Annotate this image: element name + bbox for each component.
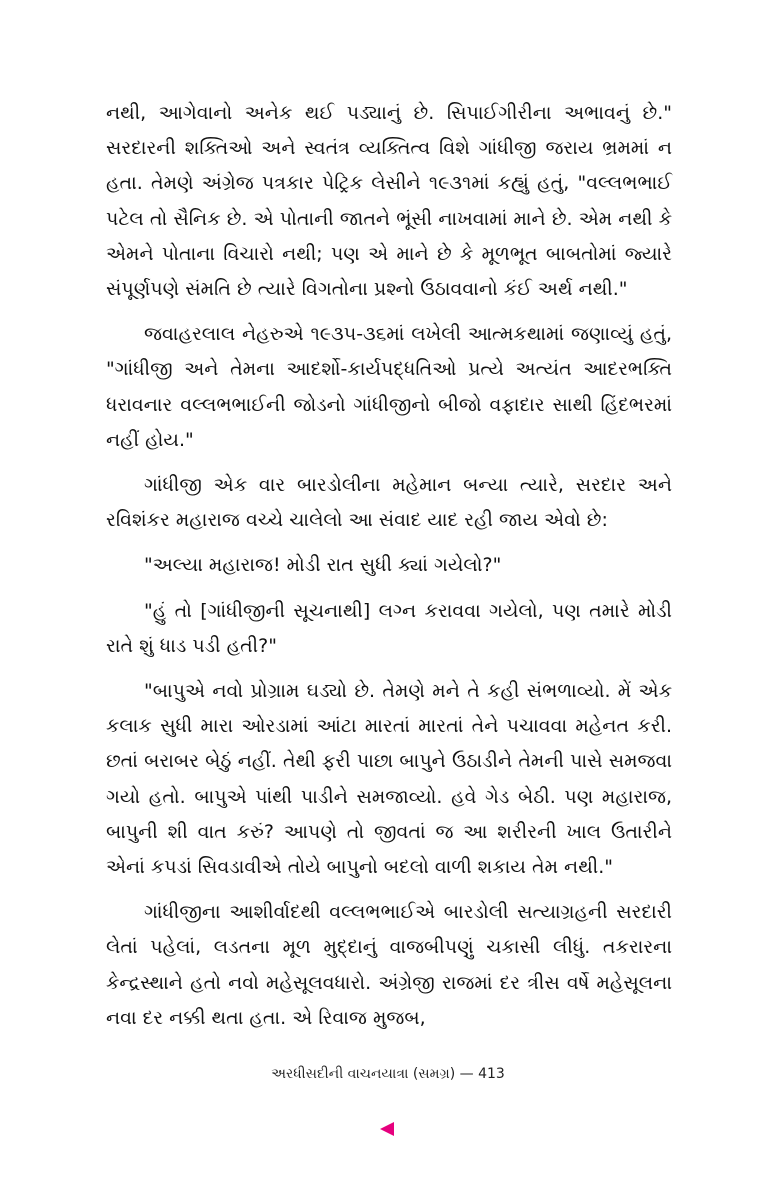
triangle-left-icon[interactable] xyxy=(380,1122,394,1136)
paragraph-4: "અલ્યા મહારાજ! મોડી રાત સુધી ક્યાં ગયેલો?" xyxy=(144,554,502,577)
page-footer: અરધીસદીની વાચનયાત્રા (સમગ્ર) — 413 xyxy=(271,1066,505,1082)
paragraph-3: ગાંધીજી એક વાર બારડોલીના મહેમાન બન્યા ત્યારે, સરદાર અને રવિશંકર મહારાજ વચ્ચે ચાલેલો આ સંવાદ યાદ રહી જાય એવો છે: xyxy=(106,474,672,532)
paragraph-6: "બાપુએ નવો પ્રોગ્રામ ઘડ્યો છે. તેમણે મને તે કહી સંભળાવ્યો. મેં એક કલાક સુધી મારા ઓરડામાં આંટા મારતાં મારતાં તેને પચાવવા મહેનત કરી. છતાં બરાબર બેઠું નહીં. તેથી ફરી પાછા બાપુને ઉઠાડીને તેમની પાસે સમજવા ગયો હતો. બાપુએ પાંથી પાડીને સમજાવ્યો. હવે ગેડ બેઠી. પણ મહારાજ, બાપુની શી વાત કરું? આપણે તો જીવતાં જ આ શરીરની ખાલ ઉતારીને એનાં કપડાં સિવડાવીએ તોયે બાપુનો બદલો વાળી શકાય તેમ નથી." xyxy=(106,680,672,879)
paragraph-2: જવાહરલાલ નેહરુએ ૧૯૩૫-૩૬માં લખેલી આત્મકથામાં જણાવ્યું હતું, "ગાંધીજી અને તેમના આદર્શો-કાર્યપદ્ધતિઓ પ્રત્યે અત્યંત આદરભક્તિ ધરાવનાર વલ્લભભાઈની જોડનો ગાંધીજીનો બીજો વફાદાર સાથી હિંદભરમાં નહીં હોય." xyxy=(106,323,672,451)
paragraph-5: "હું તો [ગાંધીજીની સૂચનાથી] લગ્ન કરાવવા ગયેલો, પણ તમારે મોડી રાતે શું ધાડ પડી હતી?" xyxy=(106,599,672,657)
paragraph-7: ગાંધીજીના આશીર્વાદથી વલ્લભભાઈએ બારડોલી સત્યાગ્રહની સરદારી લેતાં પહેલાં, લડતના મૂળ મુદ્દાનું વાજબીપણું ચકાસી લીધું. તકરારના કેન્દ્રસ્થાને હતો નવો મહેસૂલવધારો. અંગ્રેજી રાજમાં દર ત્રીસ વર્ષે મહેસૂલના નવા દર નક્કી થતા હતા. એ રિવાજ મુજબ, xyxy=(106,901,672,1029)
body-text xyxy=(106,96,672,1046)
paragraph-1: નથી, આગેવાનો અનેક થઈ પડ્યાનું છે. સિપાઈગીરીના અભાવનું છે." સરદારની શક્તિઓ અને સ્વતંત્ર વ્યક્તિત્વ વિશે ગાંધીજી જરાય ભ્રમમાં ન હતા. તેમણે અંગ્રેજ પત્રકાર પેટ્રિક લેસીને ૧૯૩૧માં કહ્યું હતું, "વલ્લભભાઈ પટેલ તો સૈનિક છે. એ પોતાની જાતને ભૂંસી નાખવામાં માને છે. એમ નથી કે એમને પોતાના વિચારો નથી; પણ એ માને છે કે મૂળભૂત બાબતોમાં જ્યારે સંપૂર્ણપણે સંમતિ છે ત્યારે વિગતોના પ્રશ્નો ઉઠાવવાનો કંઈ અર્થ નથી." xyxy=(106,102,672,301)
